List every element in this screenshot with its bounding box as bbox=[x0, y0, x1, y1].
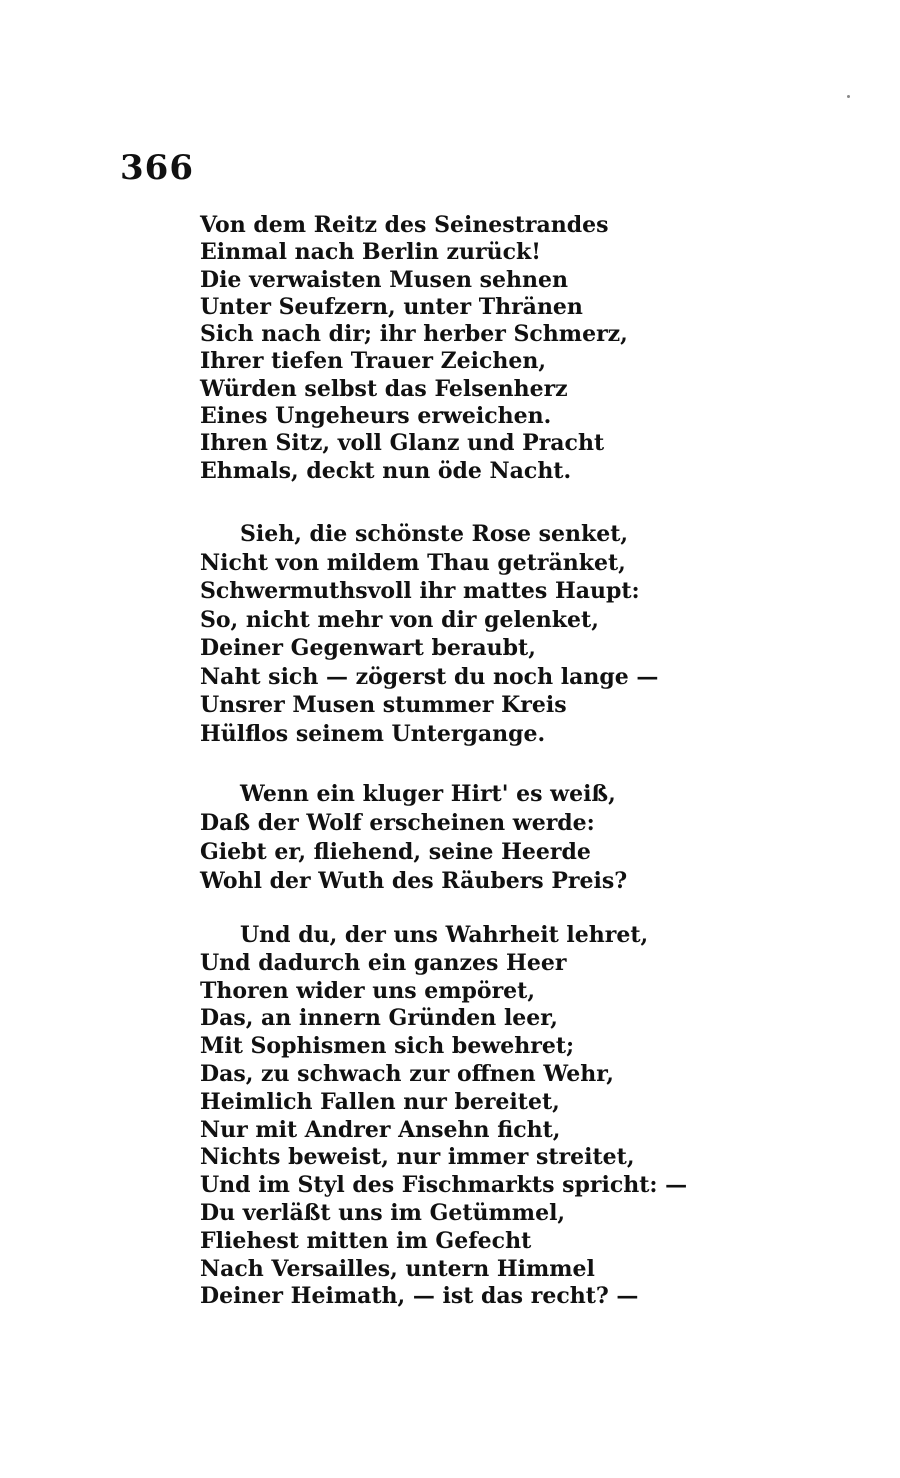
verse-line: Würden selbst das Felsenherz bbox=[200, 375, 568, 402]
stanza-2 bbox=[200, 520, 658, 748]
verse-line: Du verläßt uns im Getümmel, bbox=[200, 1199, 566, 1226]
stanza-1 bbox=[200, 212, 628, 485]
verse-line: Das, zu schwach zur offnen Wehr, bbox=[200, 1060, 614, 1087]
verse-line: Ehmals, deckt nun öde Nacht. bbox=[200, 457, 572, 484]
verse-line: Nichts beweist, nur immer streitet, bbox=[200, 1144, 635, 1171]
verse-line: Schwermuthsvoll ihr mattes Haupt: bbox=[200, 578, 640, 604]
verse-line: Mit Sophismen sich bewehret; bbox=[200, 1033, 575, 1060]
verse-line: Unsrer Musen stummer Kreis bbox=[200, 692, 567, 718]
verse-line: Hülflos seinem Untergange. bbox=[200, 720, 546, 747]
verse-line: Und im Styl des Fischmarkts spricht: — bbox=[200, 1172, 688, 1199]
verse-line: Naht sich — zögerst du noch lange — bbox=[200, 663, 659, 690]
verse-line: Einmal nach Berlin zurück! bbox=[200, 239, 541, 266]
verse-line: Nicht von mildem Thau getränket, bbox=[200, 549, 626, 576]
verse-line: Und dadurch ein ganzes Heer bbox=[200, 949, 567, 976]
verse-line: Unter Seufzern, unter Thränen bbox=[200, 293, 583, 320]
verse-line: Das, an innern Gründen leer, bbox=[200, 1005, 558, 1032]
stanza-4 bbox=[200, 922, 687, 1311]
verse-line: Wenn ein kluger Hirt' es weiß, bbox=[240, 781, 616, 807]
page-number: 366 bbox=[120, 148, 194, 188]
verse-line: Thoren wider uns empöret, bbox=[200, 977, 535, 1004]
verse-line: So, nicht mehr von dir gelenket, bbox=[200, 606, 599, 633]
verse-line: Daß der Wolf erscheinen werde: bbox=[200, 810, 595, 836]
verse-line: Heimlich Fallen nur bereitet, bbox=[200, 1088, 560, 1115]
verse-line: Von dem Reitz des Seinestrandes bbox=[200, 212, 609, 238]
stanza-3 bbox=[200, 780, 627, 896]
verse-line: Deiner Heimath, — ist das recht? — bbox=[200, 1283, 639, 1310]
verse-line: Sieh, die schönste Rose senket, bbox=[240, 521, 629, 547]
verse-line: Eines Ungeheurs erweichen. bbox=[200, 403, 552, 430]
scan-speck bbox=[847, 95, 850, 98]
verse-line: Ihrer tiefen Trauer Zeichen, bbox=[200, 348, 547, 375]
verse-line: Fliehest mitten im Gefecht bbox=[200, 1227, 532, 1254]
verse-line: Und du, der uns Wahrheit lehret, bbox=[240, 922, 649, 948]
verse-line: Ihren Sitz, voll Glanz und Pracht bbox=[200, 430, 605, 457]
verse-line: Wohl der Wuth des Räubers Preis? bbox=[200, 868, 628, 894]
verse-line: Sich nach dir; ihr herber Schmerz, bbox=[200, 321, 628, 348]
verse-line: Die verwaisten Musen sehnen bbox=[200, 266, 568, 293]
verse-line: Nach Versailles, untern Himmel bbox=[200, 1255, 595, 1282]
verse-line: Deiner Gegenwart beraubt, bbox=[200, 635, 536, 661]
verse-line: Giebt er, fliehend, seine Heerde bbox=[200, 839, 591, 865]
verse-line: Nur mit Andrer Ansehn ficht, bbox=[200, 1116, 561, 1143]
